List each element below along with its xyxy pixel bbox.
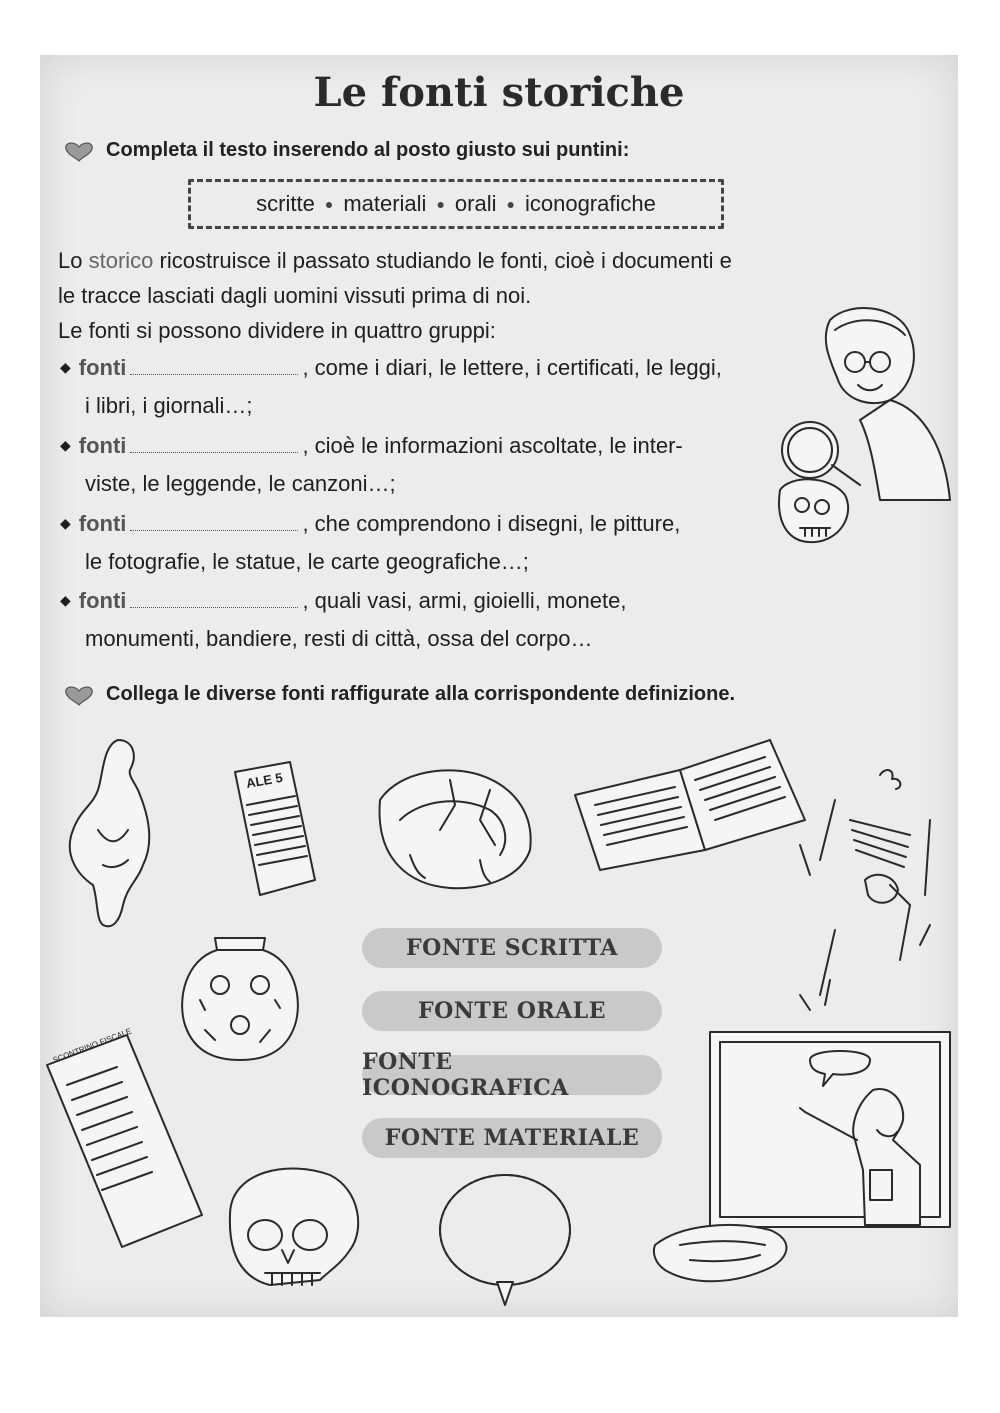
list-item	[60, 511, 680, 537]
list-item	[60, 355, 722, 381]
open-book-illustration[interactable]	[570, 735, 810, 875]
exercise1-instruction	[62, 139, 629, 162]
venus-figurine-illustration[interactable]	[58, 735, 158, 935]
word-bank	[188, 179, 724, 229]
item-label: fonti	[78, 511, 127, 536]
item-continuation: le fotografie, le statue, le carte geografiche…;	[85, 549, 529, 574]
exercise2-instruction	[62, 683, 735, 706]
item-text: , cioè le informazioni ascoltate, le inter-	[302, 433, 683, 458]
option-fonte-orale[interactable]: FONTE ORALE	[362, 991, 662, 1031]
teacher-at-board-illustration[interactable]	[705, 1030, 955, 1240]
skull-illustration[interactable]	[210, 1155, 370, 1295]
heart-icon	[62, 684, 96, 706]
worksheet-page	[40, 55, 958, 1317]
diamond-bullet-icon: ◆	[60, 437, 71, 453]
list-item	[60, 433, 683, 459]
separator-dot: ●	[436, 196, 445, 212]
necklace-illustration[interactable]	[425, 1160, 585, 1310]
fill-blank-4[interactable]	[130, 589, 298, 608]
receipt-illustration[interactable]	[42, 1025, 212, 1255]
item-label: fonti	[78, 588, 127, 613]
fill-blank-3[interactable]	[130, 512, 298, 531]
separator-dot: ●	[324, 196, 334, 212]
option-fonte-iconografica[interactable]: FONTE ICONOGRAFICA	[362, 1055, 662, 1095]
fill-blank-1[interactable]	[130, 356, 298, 375]
skeleton-bones-illustration[interactable]	[780, 765, 940, 1015]
intro-line-3: Le fonti si possono dividere in quattro gruppi:	[58, 318, 496, 343]
word-iconografiche[interactable]: iconografiche	[524, 191, 656, 216]
keyword-storico: storico	[88, 248, 154, 273]
item-continuation: i libri, i giornali…;	[85, 393, 253, 418]
exercise1-instruction-text: Completa il testo inserendo al posto giusto sui puntini:	[106, 139, 630, 161]
intro-line-1	[58, 248, 732, 274]
item-label: fonti	[78, 355, 127, 380]
intro-text: Lo	[58, 248, 89, 273]
list-item	[60, 588, 626, 614]
item-text: , come i diari, le lettere, i certificati, le leggi,	[302, 355, 722, 380]
word-orali[interactable]: orali	[454, 191, 497, 216]
item-continuation: monumenti, bandiere, resti di città, ossa del corpo…	[85, 626, 593, 651]
stone-tool-illustration[interactable]	[650, 1215, 800, 1295]
item-label: fonti	[78, 433, 127, 458]
intro-line-2: le tracce lasciati dagli uomini vissuti prima di noi.	[58, 283, 532, 308]
receipt-header: SCONTRINO FISCALE	[51, 1026, 133, 1065]
intro-text: ricostruisce il passato studiando le fonti, cioè i documenti e	[153, 248, 732, 273]
word-scritte[interactable]: scritte	[256, 191, 315, 216]
exercise2-instruction-text: Collega le diverse fonti raffigurate alla corrispondente definizione.	[106, 683, 736, 705]
diamond-bullet-icon: ◆	[60, 592, 71, 608]
diamond-bullet-icon: ◆	[60, 515, 71, 531]
item-text: , quali vasi, armi, gioielli, monete,	[302, 588, 627, 613]
separator-dot: ●	[506, 196, 515, 212]
historian-with-magnifier-illustration	[760, 300, 950, 560]
diamond-bullet-icon: ◆	[60, 359, 71, 375]
newspaper-illustration[interactable]	[225, 760, 320, 900]
item-continuation: viste, le leggende, le canzoni…;	[85, 471, 396, 496]
page-title: Le fonti storiche	[313, 69, 685, 116]
word-materiali[interactable]: materiali	[343, 191, 427, 216]
option-fonte-scritta[interactable]: FONTE SCRITTA	[362, 928, 662, 968]
newspaper-masthead: ALE 5	[244, 769, 284, 791]
fill-blank-2[interactable]	[130, 434, 298, 453]
option-fonte-materiale[interactable]: FONTE MATERIALE	[362, 1118, 662, 1158]
heart-icon	[62, 140, 96, 162]
cave-painting-illustration[interactable]	[370, 760, 540, 900]
item-text: , che comprendono i disegni, le pitture,	[302, 511, 681, 536]
